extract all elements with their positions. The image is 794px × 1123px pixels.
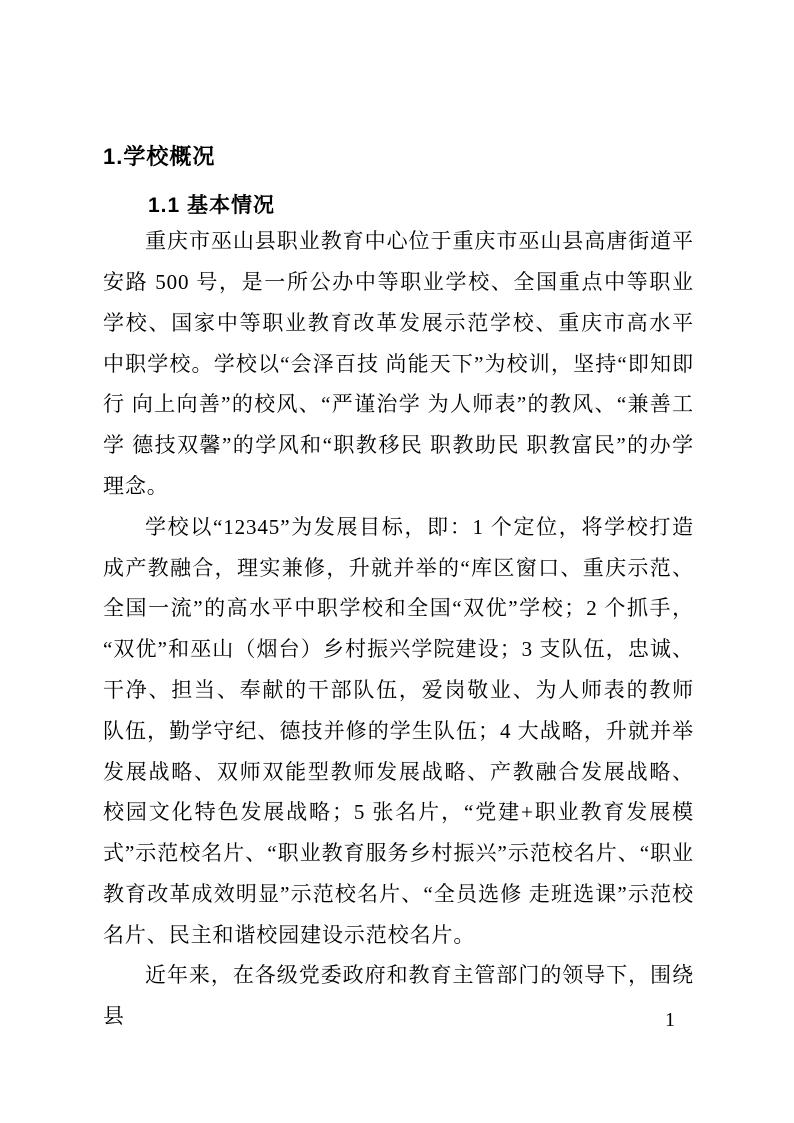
paragraph-basic-info: 重庆市巫山县职业教育中心位于重庆市巫山县高唐街道平安路 500 号，是一所公办中等职业学校、全国重点中等职业学校、国家中等职业教育改革发展示范学校、重庆市高水平中职学校。学校以“会泽百技 尚能天下”为校训，坚持“即知即行 向上向善”的校风、“严谨治学 为人师表”的教风、“兼善工学 德技双馨”的学风和“职教移民 职教助民 职教富民”的办学理念。: [103, 229, 694, 498]
subsection-heading: 1.1 基本情况: [148, 194, 276, 218]
paragraph-development-goals: 学校以“12345”为发展目标，即：1 个定位，将学校打造成产教融合，理实兼修，升就并举的“库区窗口、重庆示范、全国一流”的高水平中职学校和全国“双优”学校；2 个抓手，“双优”和巫山（烟台）乡村振兴学院建设；3 支队伍，忠诚、干净、担当、奉献的干部队伍，爱岗敬业、为人师表的教师队伍，勤学守纪、德技并修的学生队伍；4 大战略，升就并举发展战略、双师双能型教师发展战略、产教融合发展战略、校园文化特色发展战略；5 张名片，“党建+职业教育发展模式”示范校名片、“职业教育服务乡村振兴”示范校名片、“职业教育改革成效明显”示范校名片、“全员选修 走班选课”示范校名片、民主和谐校园建设示范校名片。: [103, 514, 694, 947]
section-heading: 1.学校概况: [103, 144, 216, 169]
body-text: [103, 221, 694, 1037]
document-content: [103, 145, 694, 1037]
paragraph-recent-years: 近年来，在各级党委政府和教育主管部门的领导下，围绕县: [103, 963, 694, 1029]
page-number: 1: [665, 1009, 675, 1031]
